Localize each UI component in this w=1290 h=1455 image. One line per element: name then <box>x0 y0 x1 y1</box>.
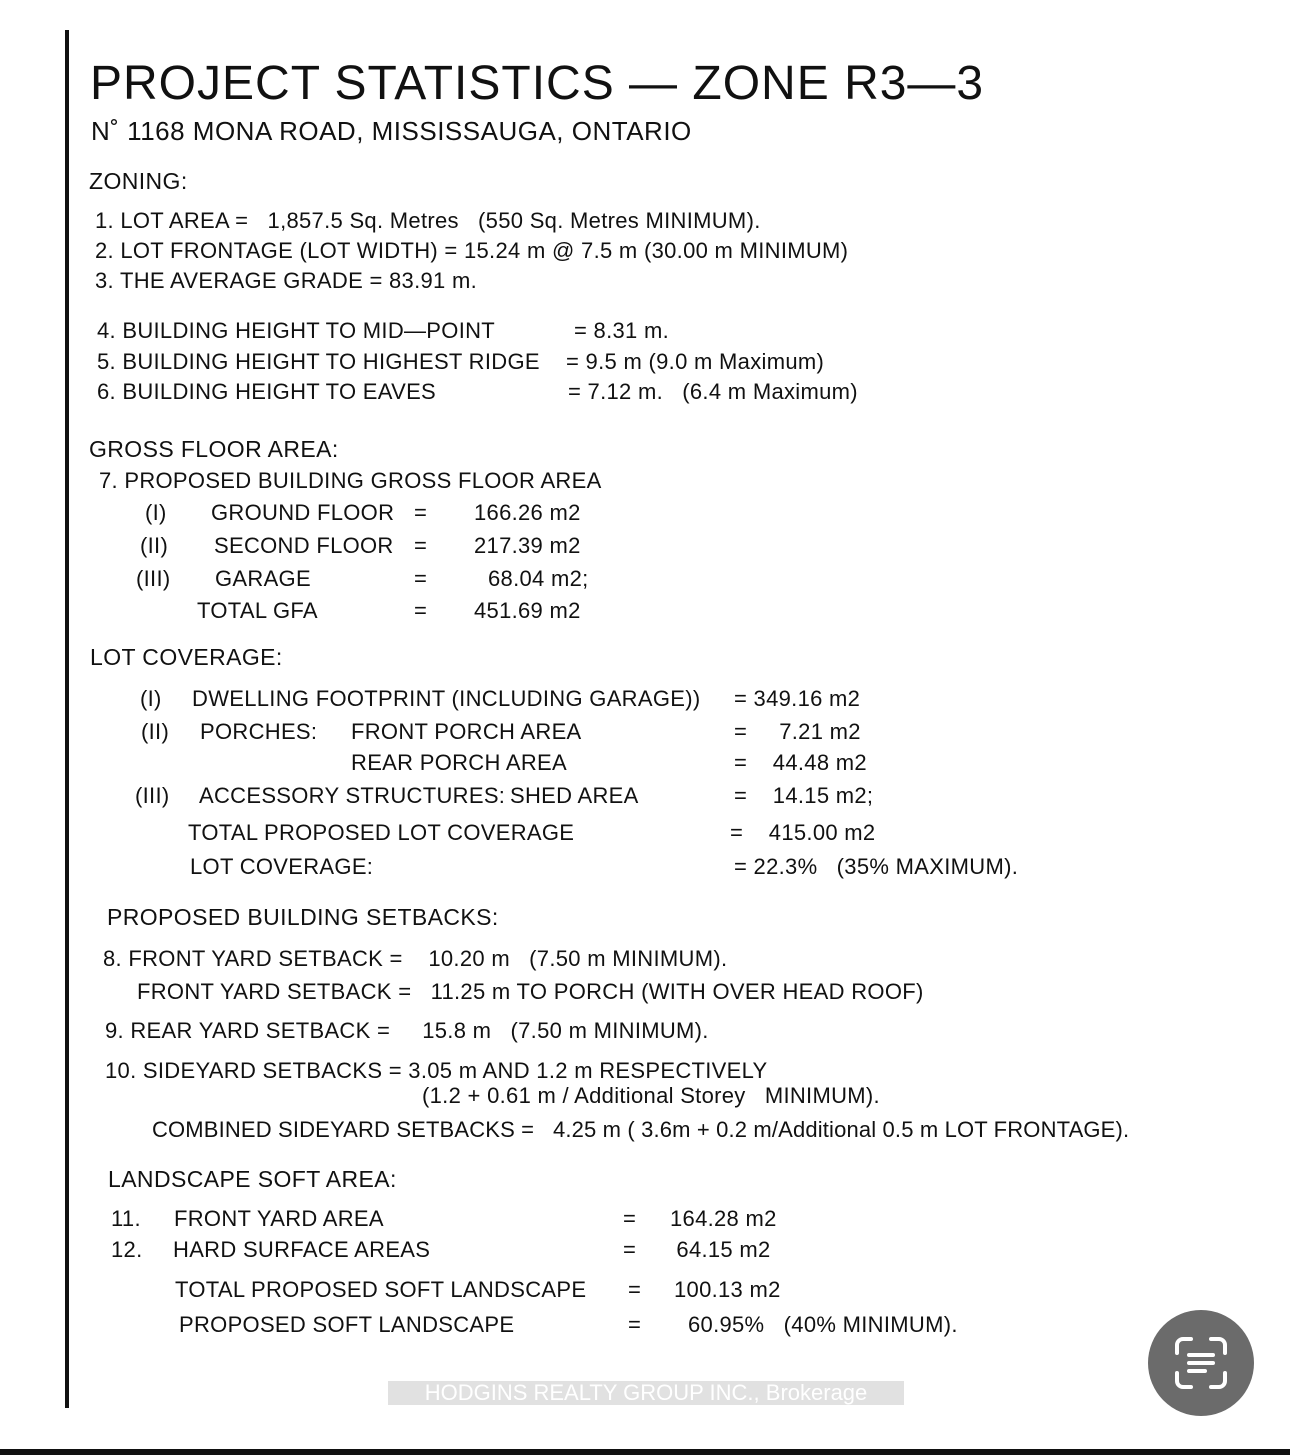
coverage-num: (I) <box>140 686 162 711</box>
gfa-row-num: (III) <box>136 566 171 591</box>
coverage-num: (III) <box>135 783 170 808</box>
zoning-line: 1. LOT AREA = 1,857.5 Sq. Metres (550 Sq. Metres MINIMUM). <box>95 208 761 233</box>
brokerage-watermark: HODGINS REALTY GROUP INC., Brokerage <box>388 1381 904 1405</box>
gfa-row-eq: = <box>414 500 428 525</box>
coverage-value: = 14.15 m2; <box>734 783 874 808</box>
soft-landscape-value: 60.95% (40% MINIMUM). <box>688 1312 958 1337</box>
soft-landscape-label: PROPOSED SOFT LANDSCAPE <box>179 1312 515 1337</box>
landscape-eq: = <box>623 1206 637 1231</box>
gfa-row-label: SECOND FLOOR <box>214 533 394 558</box>
gfa-row-value: 68.04 m2; <box>488 566 589 591</box>
coverage-total-value: = 415.00 m2 <box>730 820 876 845</box>
text-scan-icon <box>1171 1333 1231 1393</box>
gfa-row-label: GARAGE <box>215 566 311 591</box>
text-scan-button[interactable] <box>1148 1310 1254 1416</box>
address: N˚ 1168 MONA ROAD, MISSISSAUGA, ONTARIO <box>91 116 692 146</box>
setback-line: 9. REAR YARD SETBACK = 15.8 m (7.50 m MINIMUM). <box>105 1018 709 1043</box>
height-label: 5. BUILDING HEIGHT TO HIGHEST RIDGE <box>97 349 540 374</box>
zoning-heading: ZONING: <box>89 168 188 194</box>
coverage-num: (II) <box>141 719 170 744</box>
gfa-row-eq: = <box>414 566 428 591</box>
bottom-rule <box>0 1449 1290 1455</box>
height-label: 4. BUILDING HEIGHT TO MID—POINT <box>97 318 496 343</box>
coverage-sublabel: SHED AREA <box>510 783 639 808</box>
height-value: = 9.5 m (9.0 m Maximum) <box>566 349 825 374</box>
lot-coverage-heading: LOT COVERAGE: <box>90 644 283 670</box>
landscape-eq: = <box>623 1237 637 1262</box>
zoning-line: 3. THE AVERAGE GRADE = 83.91 m. <box>95 268 478 293</box>
landscape-num: 11. <box>111 1206 141 1231</box>
landscape-heading: LANDSCAPE SOFT AREA: <box>108 1166 397 1192</box>
coverage-value: = 44.48 m2 <box>734 750 867 775</box>
gfa-row-value: 217.39 m2 <box>474 533 581 558</box>
coverage-sublabel: FRONT PORCH AREA <box>351 719 582 744</box>
height-label: 6. BUILDING HEIGHT TO EAVES <box>97 379 437 404</box>
coverage-percent-label: LOT COVERAGE: <box>190 854 374 879</box>
coverage-label: DWELLING FOOTPRINT (INCLUDING GARAGE)) <box>192 686 701 711</box>
gfa-row-num: (I) <box>145 500 167 525</box>
coverage-sublabel: REAR PORCH AREA <box>351 750 567 775</box>
height-value: = 8.31 m. <box>574 318 670 343</box>
gfa-row-label: GROUND FLOOR <box>211 500 395 525</box>
landscape-total-label: TOTAL PROPOSED SOFT LANDSCAPE <box>175 1277 587 1302</box>
coverage-total-label: TOTAL PROPOSED LOT COVERAGE <box>188 820 575 845</box>
coverage-percent-value: = 22.3% (35% MAXIMUM). <box>734 854 1019 879</box>
setback-line: 10. SIDEYARD SETBACKS = 3.05 m AND 1.2 m RESPECTIVELY <box>105 1058 768 1083</box>
landscape-label: HARD SURFACE AREAS <box>173 1237 431 1262</box>
gfa-row-num: (II) <box>140 533 169 558</box>
gfa-row-value: 166.26 m2 <box>474 500 581 525</box>
setback-line: (1.2 + 0.61 m / Additional Storey MINIMUM). <box>422 1083 880 1108</box>
combined-setbacks: COMBINED SIDEYARD SETBACKS = 4.25 m ( 3.6m + 0.2 m/Additional 0.5 m LOT FRONTAGE). <box>152 1117 1130 1142</box>
landscape-total-value: 100.13 m2 <box>674 1277 781 1302</box>
zoning-line: 2. LOT FRONTAGE (LOT WIDTH) = 15.24 m @ 7.5 m (30.00 m MINIMUM) <box>95 238 849 263</box>
setback-line: FRONT YARD SETBACK = 11.25 m TO PORCH (WITH OVER HEAD ROOF) <box>137 979 924 1004</box>
landscape-num: 12. <box>111 1237 143 1262</box>
gfa-total-value: 451.69 m2 <box>474 598 581 623</box>
landscape-value: 64.15 m2 <box>670 1237 771 1262</box>
setbacks-heading: PROPOSED BUILDING SETBACKS: <box>107 904 499 930</box>
setback-line: 8. FRONT YARD SETBACK = 10.20 m (7.50 m MINIMUM). <box>103 946 728 971</box>
page-title: PROJECT STATISTICS — ZONE R3—3 <box>90 57 985 110</box>
gfa-total-eq: = <box>414 598 428 623</box>
margin-rule <box>65 30 69 1408</box>
landscape-value: 164.28 m2 <box>670 1206 777 1231</box>
gfa-total-label: TOTAL GFA <box>197 598 318 623</box>
coverage-value: = 7.21 m2 <box>734 719 861 744</box>
coverage-value: = 349.16 m2 <box>734 686 861 711</box>
height-value: = 7.12 m. (6.4 m Maximum) <box>568 379 858 404</box>
gfa-item: 7. PROPOSED BUILDING GROSS FLOOR AREA <box>99 468 602 493</box>
gfa-row-eq: = <box>414 533 428 558</box>
coverage-label: PORCHES: <box>200 719 318 744</box>
gfa-heading: GROSS FLOOR AREA: <box>89 436 339 462</box>
coverage-label: ACCESSORY STRUCTURES: <box>199 783 506 808</box>
soft-landscape-eq: = <box>628 1312 642 1337</box>
landscape-total-eq: = <box>628 1277 642 1302</box>
landscape-label: FRONT YARD AREA <box>174 1206 384 1231</box>
